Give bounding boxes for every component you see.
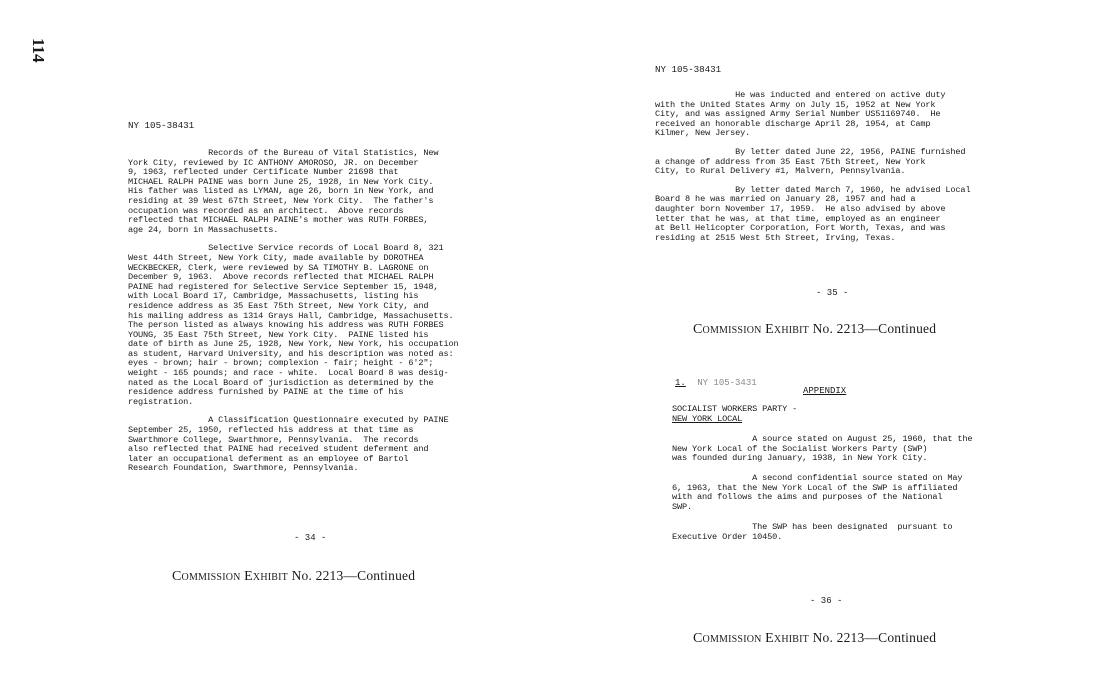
appendix-paragraph-designation: The SWP has been designated pursuant to Executive Order 10450.	[672, 522, 953, 542]
paragraph-classification: A Classification Questionnaire executed by PAINE September 25, 1950, reflected his address at that time as Swarthmore College, Swarthmore, Pennsylvania. The records also reflected that PAINE had received student deferment and later an occupational deferment as an employee of Bartol Research Foundation, Swarthmore, Pennsylvania.	[128, 415, 449, 474]
left-page-body	[128, 120, 508, 474]
file-number: NY 105-38431	[128, 120, 195, 131]
exhibit-number: No. 2213—Continued	[812, 630, 937, 645]
page-footer-36: - 36 -	[810, 596, 843, 606]
margin-page-number: 114	[29, 38, 48, 63]
exhibit-caption-left	[172, 568, 415, 585]
appendix-heading-line2: NEW YORK LOCAL	[672, 413, 743, 424]
exhibit-word-exhibit: Exhibit	[765, 631, 809, 646]
appendix-file-ref: NY 105-3431	[697, 378, 757, 388]
appendix-item-number: 1. NY 105-3431	[675, 378, 757, 388]
paragraph-change-of-address: By letter dated June 22, 1956, PAINE furnished a change of address from 35 East 75th Street, New York City, to Rural Delivery #1, Malvern, Pennsylvania.	[655, 146, 966, 177]
appendix-body	[672, 405, 1012, 543]
exhibit-word-commission: Commission	[693, 322, 762, 337]
page-footer-34: - 34 -	[294, 533, 327, 543]
file-number: NY 105-38431	[655, 64, 722, 75]
paragraph-vital-statistics: Records of the Bureau of Vital Statistics, New York City, reviewed by IC ANTHONY AMOROSO, JR. on December 9, 1963, reflected under Certificate Number 21698 that MICHAEL RALPH PAINE was born June 25, 1928, in New York City. His father was listed as LYMAN, age 26, born in New York, and residing at 39 West 67th Street, New York City. The father's occupation was recorded as an architect. Above records reflected that MICHAEL RALPH PAINE's mother was RUTH FORBES, age 24, born in Massachusetts.	[128, 148, 439, 235]
exhibit-caption-right-bottom	[693, 630, 936, 647]
exhibit-caption-right-top	[693, 321, 936, 338]
right-page-body	[655, 64, 1000, 243]
exhibit-word-commission: Commission	[693, 631, 762, 646]
appendix-paragraph-affiliation: A second confidential source stated on May 6, 1963, that the New York Local of the SWP is affiliated with and follows the aims and purposes of the National SWP.	[672, 472, 963, 512]
exhibit-word-exhibit: Exhibit	[765, 322, 809, 337]
appendix-paragraph-founding: A source stated on August 25, 1960, that the New York Local of the Socialist Workers Party (SWP) was founded during January, 1938, in New York City.	[672, 434, 973, 464]
exhibit-word-commission: Commission	[172, 569, 241, 584]
appendix-title: APPENDIX	[803, 386, 847, 396]
page-footer-35: - 35 -	[816, 288, 849, 298]
exhibit-number: No. 2213—Continued	[812, 321, 937, 336]
appendix-heading-line1: SOCIALIST WORKERS PARTY -	[672, 404, 798, 414]
paragraph-selective-service: Selective Service records of Local Board 8, 321 West 44th Street, New York City, made available by DOROTHEA WECKBECKER, Clerk, were reviewed by SA TIMOTHY B. LAGRONE on December 9, 1963. Above records reflected that MICHAEL RALPH PAINE had registered for Selective Service September 15, 1948, with Local Board 17, Cambridge, Massachusetts, listing his residence address as 35 East 75th Street, New York City, and his mailing address as 1314 Grays Hall, Cambridge, Massachusetts. The person listed as always knowing his address was RUTH FORBES YOUNG, 35 East 75th Street, New York City. PAINE listed his date of birth as June 25, 1928, New York, New York, his occupation as student, Harvard University, and his description was noted as: eyes - brown; hair - brown; complexion - fair; height - 6'2"; weight - 165 pounds; and race - white. Local Board 8 was desig- nated as the Local Board of jurisdiction as determined by the residence address furnished by PAINE at the time of his registration.	[128, 243, 459, 407]
exhibit-word-exhibit: Exhibit	[244, 569, 288, 584]
paragraph-marriage-letter: By letter dated March 7, 1960, he advised Local Board 8 he was married on January 28, 1957 and had a daughter born November 17, 1959. He also advised by above letter that he was, at that time, employed as an engineer at Bell Helicopter Corporation, Fort Worth, Texas, and was residing at 2515 West 5th Street, Irving, Texas.	[655, 184, 971, 243]
exhibit-number: No. 2213—Continued	[291, 568, 416, 583]
paragraph-army-service: He was inducted and entered on active duty with the United States Army on July 15, 1952 at New York City, and was assigned Army Serial Number US51169740. He received an honorable discharge April 28, 1954, at Camp Kilmer, New Jersey.	[655, 90, 946, 139]
